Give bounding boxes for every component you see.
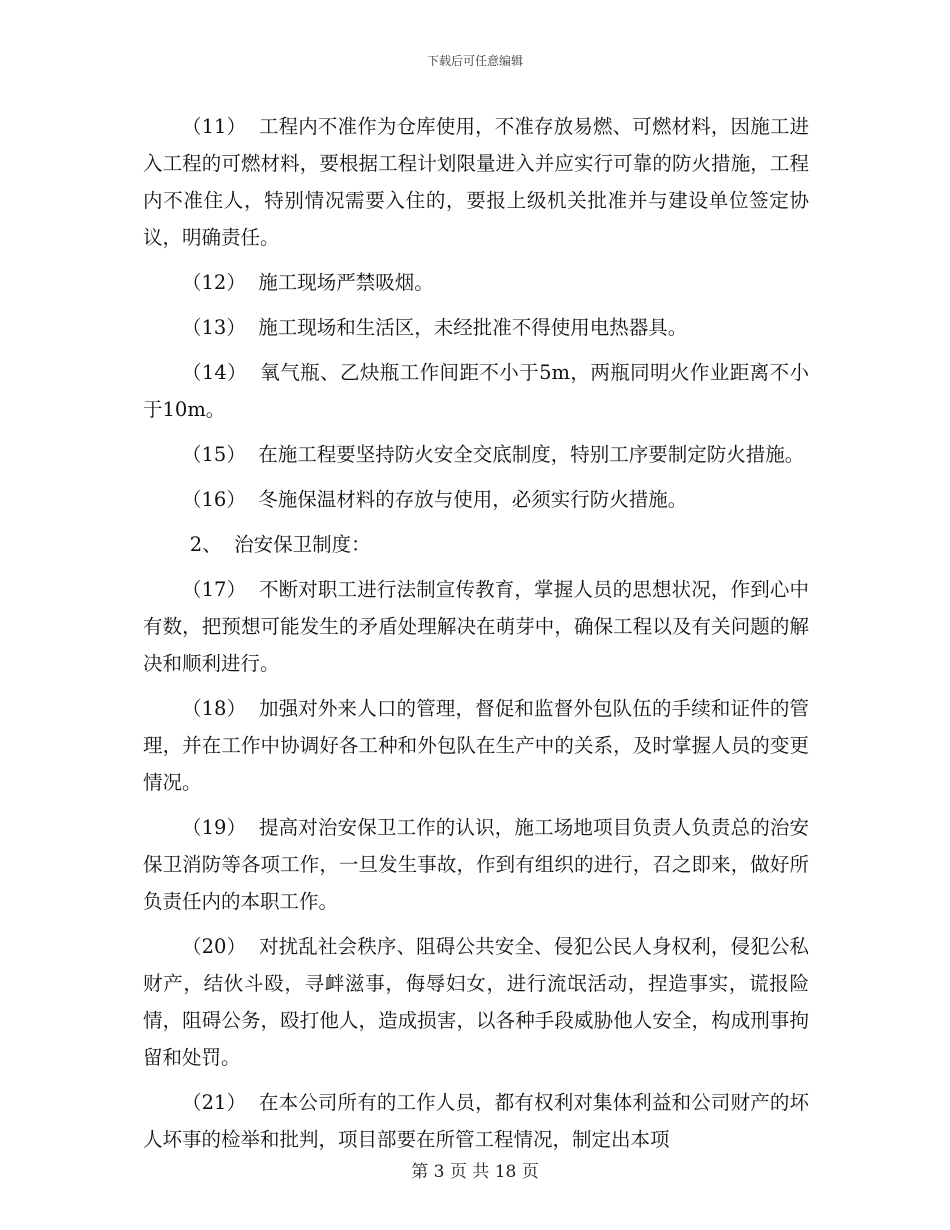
paragraph-item-17: （17） 不断对职工进行法制宣传教育，掌握人员的思想状况，作到心中有数，把预想可能发生的矛盾处理解决在萌芽中，确保工程以及有关问题的解决和顺利进行。	[143, 578, 809, 675]
paragraph-item-15: （15） 在施工程要坚持防火安全交底制度，特别工序要制定防火措施。	[182, 443, 805, 466]
paragraph-item-11: （11） 工程内不准作为仓库使用，不准存放易燃、可燃材料，因施工进入工程的可燃材料，要根据工程计划限量进入并应实行可靠的防火措施，工程内不准住人，特别情况需要入住的，要报上级机关批准并与建设单位签定协议，明确责任。	[143, 115, 809, 249]
section-heading-security: 2、 治安保卫制度：	[189, 533, 371, 556]
paragraph-item-13: （13） 施工现场和生活区，未经批准不得使用电热器具。	[182, 316, 688, 339]
paragraph-item-14: （14） 氧气瓶、乙炔瓶工作间距不小于5m，两瓶同明火作业距离不小于10m。	[143, 361, 809, 421]
paragraph-item-20: （20） 对扰乱社会秩序、阻碍公共安全、侵犯公民人身权利，侵犯公私财产，结伙斗殴，寻衅滋事，侮辱妇女，进行流氓活动，捏造事实，谎报险情，阻碍公务，殴打他人，造成损害，以各种手段威胁他人安全，构成刑事拘留和处罚。	[143, 935, 809, 1069]
paragraph-item-19: （19） 提高对治安保卫工作的认识，施工场地项目负责人负责总的治安保卫消防等各项工作，一旦发生事故，作到有组织的进行，召之即来，做好所负责任内的本职工作。	[143, 816, 809, 913]
paragraph-item-18: （18） 加强对外来人口的管理，督促和监督外包队伍的手续和证件的管理，并在工作中协调好各工种和外包队在生产中的关系，及时掌握人员的变更情况。	[143, 697, 809, 794]
paragraph-item-21: （21） 在本公司所有的工作人员，都有权利对集体利益和公司财产的坏人坏事的检举和批判，项目部要在所管工程情况，制定出本项	[143, 1091, 809, 1151]
paragraph-item-16: （16） 冬施保温材料的存放与使用，必须实行防火措施。	[182, 488, 688, 511]
paragraph-item-12: （12） 施工现场严禁吸烟。	[182, 271, 434, 294]
document-body	[143, 108, 809, 1166]
page-header: 下载后可任意编辑	[426, 54, 523, 68]
page-footer: 第 3 页 共 18 页	[411, 1162, 539, 1182]
